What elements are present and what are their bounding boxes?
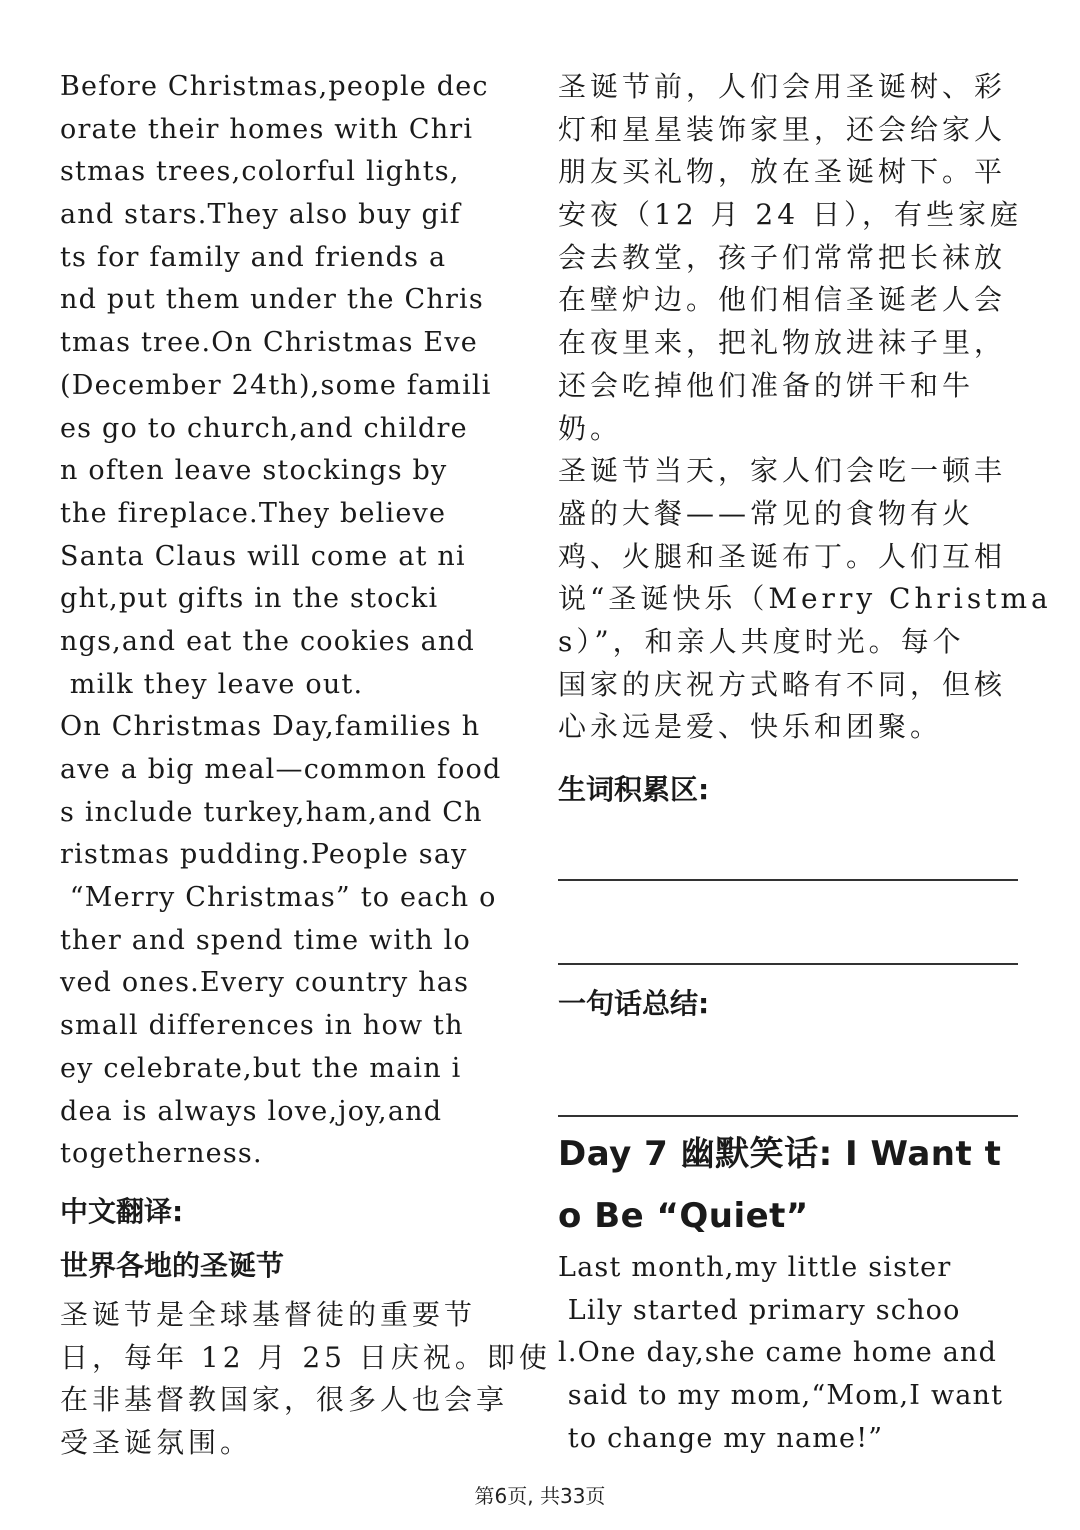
text-line: 圣诞节当天，家人们会吃一顿丰 xyxy=(558,454,1007,488)
text-line: l.One day,she came home and xyxy=(558,1337,998,1369)
translation-title: 世界各地的圣诞节 xyxy=(60,1248,285,1282)
day-title: o Be “Quiet” xyxy=(558,1196,809,1236)
text-line: s）”，和亲人共度时光。每个 xyxy=(558,624,965,658)
text-line: 在夜里来，把礼物放进袜子里， xyxy=(558,326,1007,360)
text-line: dea is always love,joy,and xyxy=(60,1095,443,1127)
text-line: 会去教堂，孩子们常常把长袜放 xyxy=(558,240,1007,274)
text-line: ved ones.Every country has xyxy=(60,967,470,999)
chinese-translation-start xyxy=(60,1294,551,1465)
text-line: n often leave stockings by xyxy=(60,455,448,487)
text-line: “Merry Christmas” to each o xyxy=(60,882,497,914)
text-line: 受圣诞氛围。 xyxy=(60,1425,253,1459)
summary-write-line xyxy=(558,1115,1018,1117)
text-line: es go to church,and childre xyxy=(60,412,468,444)
text-line: togetherness. xyxy=(60,1138,263,1170)
text-line: 朋友买礼物，放在圣诞树下。平 xyxy=(558,155,1007,189)
vocab-write-line xyxy=(558,879,1018,881)
text-line: ey celebrate,but the main i xyxy=(60,1052,462,1084)
text-line: 圣诞节前，人们会用圣诞树、彩 xyxy=(558,70,1007,103)
text-line: ts for family and friends a xyxy=(60,241,447,273)
text-line: nd put them under the Chris xyxy=(60,284,484,316)
text-line: 说“圣诞快乐（Merry Christma xyxy=(558,582,1052,616)
text-line: 奶。 xyxy=(558,411,623,445)
right-column xyxy=(558,66,1052,1460)
text-line: 日，每年 12 月 25 日庆祝。即使 xyxy=(60,1340,551,1374)
text-line: said to my mom,“Mom,I want xyxy=(558,1380,1004,1412)
text-line: milk they leave out. xyxy=(60,668,364,700)
left-column xyxy=(60,66,551,1465)
text-line: tmas tree.On Christmas Eve xyxy=(60,327,478,359)
text-line: to change my name!” xyxy=(558,1422,884,1454)
text-line: 灯和星星装饰家里，还会给家人 xyxy=(558,112,1007,146)
summary-heading: 一句话总结: xyxy=(558,987,710,1020)
vocab-write-line xyxy=(558,963,1018,965)
text-line: orate their homes with Chri xyxy=(60,113,474,145)
text-line: the fireplace.They believe xyxy=(60,497,447,529)
joke-passage xyxy=(558,1247,1020,1460)
text-line: s include turkey,ham,and Ch xyxy=(60,796,483,828)
text-line: 还会吃掉他们准备的饼干和牛 xyxy=(558,368,975,402)
text-line: ave a big meal—common food xyxy=(60,754,502,785)
text-line: 在壁炉边。他们相信圣诞老人会 xyxy=(558,283,1007,317)
text-line: ristmas pudding.People say xyxy=(60,839,468,871)
text-line: 国家的庆祝方式略有不同，但核 xyxy=(558,667,1007,701)
text-line: 鸡、火腿和圣诞布丁。人们互相 xyxy=(558,539,1007,573)
english-passage xyxy=(60,66,522,1176)
vocab-heading: 生词积累区: xyxy=(558,773,710,806)
day-title: Day 7 幽默笑话: I Want t xyxy=(558,1134,1002,1174)
translation-heading: 中文翻译: xyxy=(60,1194,184,1228)
text-line: ther and spend time with lo xyxy=(60,924,471,956)
chinese-translation-continued xyxy=(558,66,1052,749)
text-line: ght,put gifts in the stocki xyxy=(60,583,439,615)
text-line: 圣诞节是全球基督徒的重要节 xyxy=(60,1297,477,1331)
text-line: 心永远是爱、快乐和团聚。 xyxy=(558,710,943,744)
text-line: On Christmas Day,families h xyxy=(60,711,481,743)
text-line: Santa Claus will come at ni xyxy=(60,540,466,572)
text-line: and stars.They also buy gif xyxy=(60,199,461,231)
page-number: 第6页, 共33页 xyxy=(474,1484,606,1508)
text-line: Before Christmas,people dec xyxy=(60,71,489,102)
text-line: 在非基督教国家，很多人也会享 xyxy=(60,1383,509,1417)
text-line: stmas trees,colorful lights, xyxy=(60,156,460,188)
text-line: (December 24th),some famili xyxy=(60,369,492,401)
text-line: 盛的大餐——常见的食物有火 xyxy=(558,496,975,530)
text-line: Lily started primary schoo xyxy=(558,1294,961,1326)
text-line: small differences in how th xyxy=(60,1010,464,1042)
text-line: ngs,and eat the cookies and xyxy=(60,625,475,657)
text-line: Last month,my little sister xyxy=(558,1252,952,1283)
text-line: 安夜（12 月 24 日），有些家庭 xyxy=(558,198,1022,232)
